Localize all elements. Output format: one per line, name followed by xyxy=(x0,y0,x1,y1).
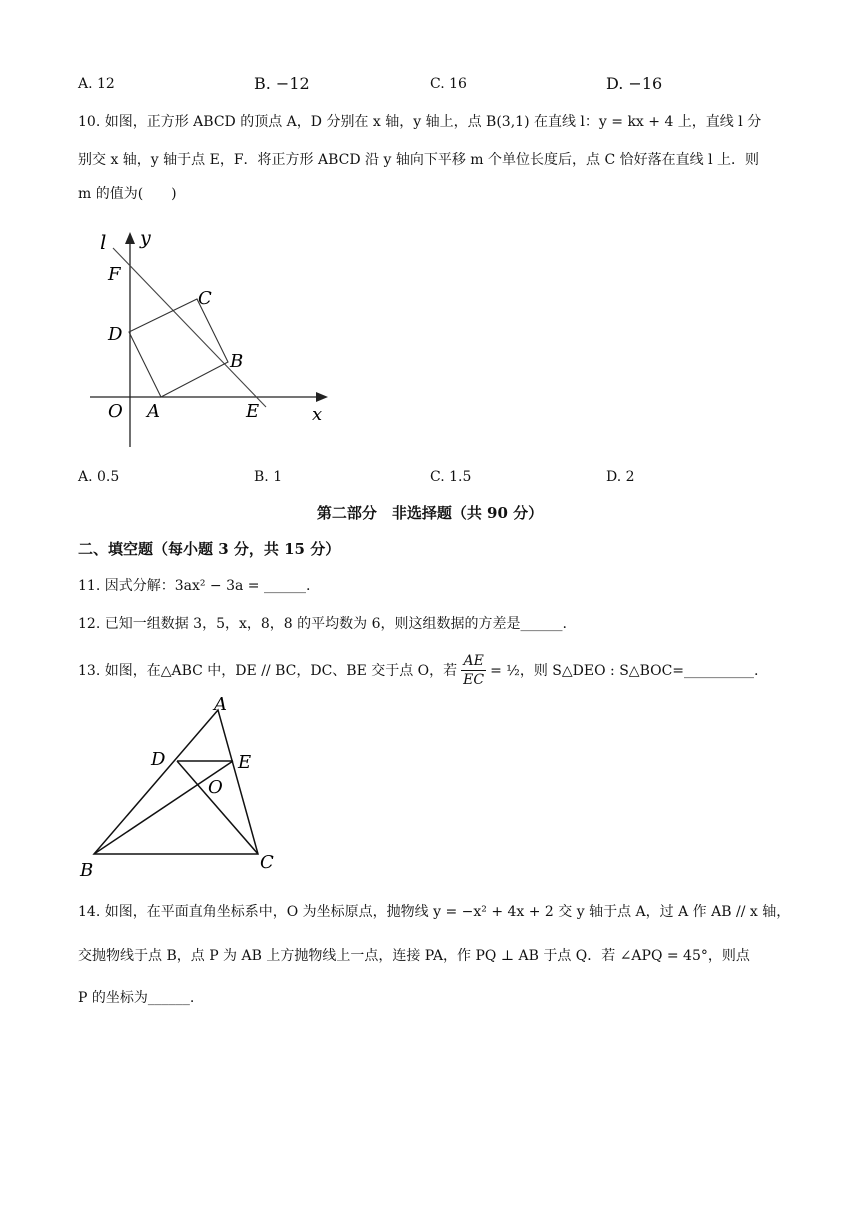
q11-text: 11. 因式分解：3ax² − 3a = ______. xyxy=(78,578,311,594)
q10-figure xyxy=(80,222,340,454)
q13-label-o: O xyxy=(208,777,223,798)
q10-option-b: B. 1 xyxy=(254,469,283,485)
q14-line-3: P 的坐标为______. xyxy=(78,990,195,1006)
q14-line-2: 交抛物线于点 B，点 P 为 AB 上方抛物线上一点，连接 PA，作 PQ ⊥ AB 于点 Q．若 ∠APQ = 45°，则点 xyxy=(78,948,750,964)
section2-title: 二、填空题（每小题 3 分，共 15 分） xyxy=(78,540,341,558)
q13-suffix: = ½，则 S△DEO : S△BOC=__________. xyxy=(490,662,759,679)
q10-label-e: E xyxy=(246,401,260,422)
q10-label-f: F xyxy=(108,264,121,285)
q10-label-o: O xyxy=(108,401,123,422)
q9-option-c: C. 16 xyxy=(430,76,467,92)
q9-option-a: A. 12 xyxy=(78,76,115,92)
q13-fraction-numerator: AE xyxy=(463,653,484,669)
q10-label-b: B xyxy=(230,351,244,372)
q13-segment-be xyxy=(94,761,233,854)
q10-y-arrow xyxy=(125,232,135,244)
q10-square-abcd xyxy=(129,299,228,397)
q13-label-c: C xyxy=(260,852,274,873)
q13-label-e: E xyxy=(238,752,252,773)
q10-label-x: x xyxy=(312,404,323,425)
q10-label-c: C xyxy=(198,288,212,309)
q10-line-l xyxy=(113,248,266,407)
q10-label-a: A xyxy=(147,401,160,422)
q13-triangle-abc xyxy=(94,710,258,854)
q10-line-1: 10. 如图，正方形 ABCD 的顶点 A，D 分别在 x 轴，y 轴上，点 B(3,1) 在直线 l：y = kx + 4 上，直线 l 分 xyxy=(78,114,762,130)
q10-line-2: 别交 x 轴，y 轴于点 E，F．将正方形 ABCD 沿 y 轴向下平移 m 个单位长度后，点 C 恰好落在直线 l 上．则 xyxy=(78,152,760,168)
q10-label-y: y xyxy=(140,227,151,249)
q13-prefix: 13. 如图，在△ABC 中，DE // BC，DC、BE 交于点 O，若 xyxy=(78,662,458,679)
q13-line xyxy=(78,652,758,689)
q10-x-arrow xyxy=(316,392,328,402)
q13-label-a: A xyxy=(214,694,227,715)
q10-option-a: A. 0.5 xyxy=(78,469,120,485)
q13-label-d: D xyxy=(151,749,166,770)
q13-fraction xyxy=(461,652,486,689)
q13-figure xyxy=(78,690,288,886)
q10-label-d: D xyxy=(108,324,123,345)
q10-label-l: l xyxy=(100,230,107,254)
q12-text: 12. 已知一组数据 3，5，x，8，8 的平均数为 6，则这组数据的方差是______. xyxy=(78,616,567,632)
q13-label-b: B xyxy=(80,860,94,881)
q10-line-3: m 的值为( ) xyxy=(78,186,177,202)
q9-option-d: D. −16 xyxy=(606,74,663,93)
q14-line-1: 14. 如图，在平面直角坐标系中，O 为坐标原点，抛物线 y = −x² + 4x + 2 交 y 轴于点 A，过 A 作 AB // x 轴， xyxy=(78,904,791,920)
part2-title: 第二部分 非选择题（共 90 分） xyxy=(316,504,544,522)
q10-option-c: C. 1.5 xyxy=(430,469,472,485)
q13-fraction-denominator: EC xyxy=(463,672,485,688)
q10-option-d: D. 2 xyxy=(606,469,635,485)
q9-option-b: B. −12 xyxy=(254,74,310,93)
